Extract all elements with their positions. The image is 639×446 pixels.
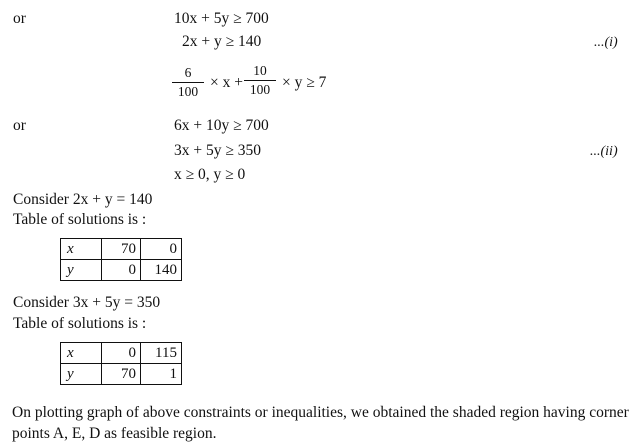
table-cell: 0: [141, 239, 182, 260]
equation-tag-i: ...(i): [594, 35, 618, 50]
table-cell: 1: [141, 364, 182, 385]
fraction-6-over-100: [172, 66, 204, 98]
inequality-1: 10x + 5y ≥ 700: [174, 10, 269, 27]
fraction-line-middle: × x +: [210, 74, 243, 91]
conclusion-paragraph: On plotting graph of above constraints or inequalities, we obtained the shaded region having corner points A, E, D as feasible region.: [12, 404, 629, 442]
equation-tag-ii: ...(ii): [590, 144, 618, 159]
non-negativity-constraint: x ≥ 0, y ≥ 0: [174, 166, 246, 183]
table-row: [61, 239, 182, 260]
table-cell-label: y: [61, 260, 102, 281]
fraction-bar: [172, 82, 204, 83]
table-row: [61, 343, 182, 364]
consider-line-2: Consider 3x + 5y = 350: [13, 294, 161, 311]
or-label-2: or: [13, 117, 26, 134]
table-row: [61, 260, 182, 281]
table-cell-label: y: [61, 364, 102, 385]
table-row: [61, 364, 182, 385]
fraction-line-end: × y ≥ 7: [282, 74, 327, 91]
consider-line-1: Consider 2x + y = 140: [13, 191, 153, 208]
table-cell: 0: [102, 343, 141, 364]
inequality-3: 6x + 10y ≥ 700: [174, 117, 269, 134]
table-cell: 70: [102, 239, 141, 260]
fraction-numerator: 6: [184, 65, 192, 80]
table-cell: 0: [102, 260, 141, 281]
inequality-4: 3x + 5y ≥ 350: [174, 142, 261, 159]
solution-table-2: [60, 342, 182, 385]
fraction-bar: [244, 80, 276, 81]
fraction-numerator: 10: [253, 63, 267, 78]
or-label-1: or: [13, 10, 26, 27]
table-cell: 140: [141, 260, 182, 281]
table-cell: 70: [102, 364, 141, 385]
table-heading-1: Table of solutions is :: [13, 211, 147, 228]
solution-table-1: [60, 238, 182, 281]
fraction-denominator: 100: [249, 81, 271, 97]
table-cell-label: x: [61, 239, 102, 260]
inequality-2: 2x + y ≥ 140: [182, 33, 262, 50]
fraction-denominator: 100: [177, 83, 199, 99]
table-heading-2: Table of solutions is :: [13, 315, 147, 332]
table-cell-label: x: [61, 343, 102, 364]
fraction-10-over-100: [244, 64, 276, 96]
table-cell: 115: [141, 343, 182, 364]
